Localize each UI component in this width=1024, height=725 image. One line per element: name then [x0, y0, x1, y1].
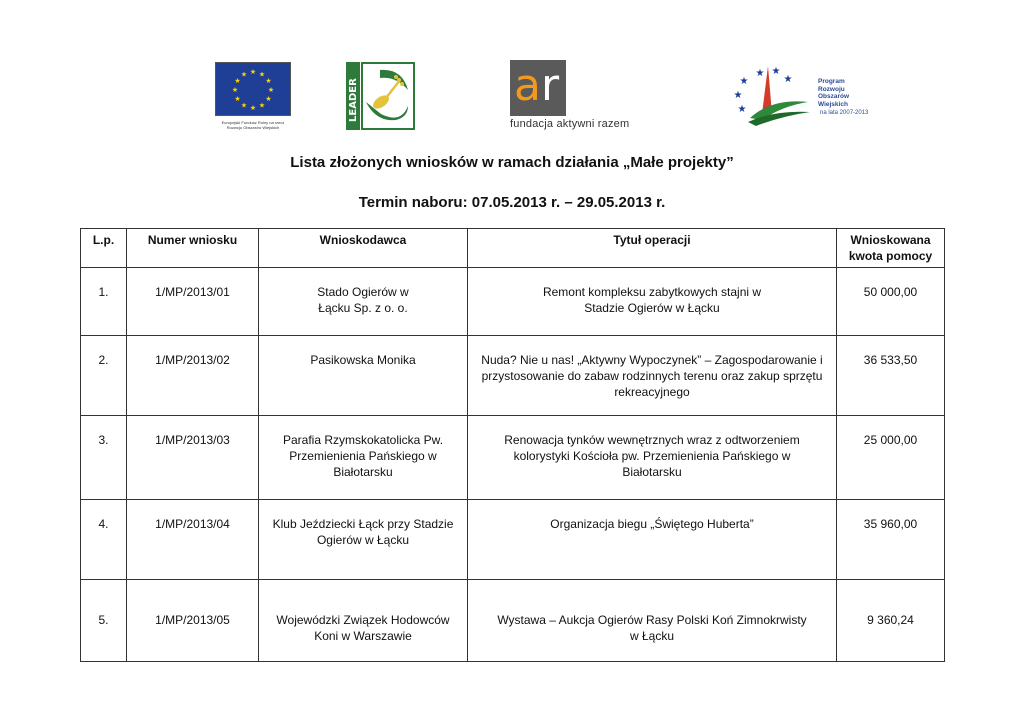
table-row	[81, 416, 945, 500]
header-numer: Numer wniosku	[127, 229, 259, 268]
eu-flag-icon	[215, 62, 291, 116]
cell-tytul: Wystawa – Aukcja Ogierów Rasy Polski Koń Zimnokrwisty w Łącku	[468, 580, 837, 662]
svg-text:★: ★	[234, 77, 241, 85]
cell-lp: 3.	[81, 416, 127, 500]
header-tytul: Tytuł operacji	[468, 229, 837, 268]
svg-text:★: ★	[733, 90, 743, 101]
cell-kwota: 25 000,00	[837, 416, 945, 500]
svg-text:★: ★	[755, 68, 765, 79]
page-title: Lista złożonych wniosków w ramach działania „Małe projekty”	[290, 154, 734, 171]
prow-line: Program	[818, 78, 845, 85]
svg-text:★: ★	[737, 104, 747, 115]
table-row	[81, 336, 945, 416]
cell-kwota: 35 960,00	[837, 500, 945, 580]
cell-wnioskodawca: Pasikowska Monika	[259, 336, 468, 416]
cell-kwota: 50 000,00	[837, 268, 945, 336]
cell-lp: 2.	[81, 336, 127, 416]
cell-numer: 1/MP/2013/04	[127, 500, 259, 580]
cell-numer: 1/MP/2013/01	[127, 268, 259, 336]
leader-logo-icon	[346, 62, 416, 130]
cell-wnioskodawca: Stado Ogierów w Łącku Sp. z o. o.	[259, 268, 468, 336]
cell-kwota: 9 360,24	[837, 580, 945, 662]
cell-tytul: Nuda? Nie u nas! „Aktywny Wypoczynek” – Zagospodarowanie i przystosowanie do zabaw rodzinnych terenu oraz zakup sprzętu rekreacyjnego	[468, 336, 837, 416]
prow-line: Wiejskich	[818, 100, 848, 108]
ar-logo-icon	[510, 60, 566, 116]
svg-text:★: ★	[258, 101, 266, 110]
ar-caption: fundacja aktywni razem	[510, 118, 630, 130]
prow-line: Obszarów	[818, 93, 850, 100]
svg-text:★: ★	[234, 95, 241, 103]
table-row	[81, 268, 945, 336]
svg-text:★: ★	[267, 86, 275, 94]
svg-text:★: ★	[240, 70, 248, 79]
cell-lp: 4.	[81, 500, 127, 580]
table-row	[81, 500, 945, 580]
cell-wnioskodawca: Parafia Rzymskokatolicka Pw. Przemienienia Pańskiego w Białotarsku	[259, 416, 468, 500]
svg-text:★: ★	[249, 68, 257, 76]
cell-lp: 1.	[81, 268, 127, 336]
leader-label: LEADER	[348, 78, 359, 122]
svg-text:★: ★	[240, 101, 248, 110]
ar-logo	[510, 60, 635, 130]
table-row	[81, 580, 945, 662]
cell-lp: 5.	[81, 580, 127, 662]
svg-text:★: ★	[265, 95, 272, 103]
svg-text:★: ★	[231, 86, 239, 94]
svg-text:★: ★	[249, 104, 257, 112]
cell-wnioskodawca: Klub Jeździecki Łąck przy Stadzie Ogierów w Łącku	[259, 500, 468, 580]
eu-caption: Europejski Fundusz Rolny na rzecz Rozwoju Obszarów Wiejskich	[221, 120, 285, 130]
prow-logo-icon	[732, 58, 818, 128]
svg-text:★: ★	[258, 70, 266, 79]
svg-text:★: ★	[739, 76, 749, 87]
svg-text:★: ★	[783, 74, 793, 85]
svg-text:★: ★	[265, 77, 272, 85]
logo-bar	[0, 0, 1024, 140]
prow-name	[818, 78, 849, 108]
ar-letter-a: a	[514, 60, 541, 111]
svg-text:★: ★	[771, 66, 781, 77]
header-lp: L.p.	[81, 229, 127, 268]
table-header-row	[81, 229, 945, 268]
header-kwota: Wnioskowana kwota pomocy	[837, 229, 945, 268]
cell-tytul: Renowacja tynków wewnętrznych wraz z odtworzeniem kolorystyki Kościoła pw. Przemienienia Pańskiego w Białotarsku	[468, 416, 837, 500]
header-wnioskodawca: Wnioskodawca	[259, 229, 468, 268]
cell-numer: 1/MP/2013/02	[127, 336, 259, 416]
cell-wnioskodawca: Wojewódzki Związek Hodowców Koni w Warszawie	[259, 580, 468, 662]
cell-kwota: 36 533,50	[837, 336, 945, 416]
eu-logo	[215, 62, 293, 130]
prow-years: na lata 2007-2013	[820, 110, 869, 116]
ar-letter-r: r	[540, 60, 560, 111]
cell-tytul: Organizacja biegu „Świętego Huberta”	[468, 500, 837, 580]
cell-numer: 1/MP/2013/05	[127, 580, 259, 662]
cell-tytul: Remont kompleksu zabytkowych stajni w Stadzie Ogierów w Łącku	[468, 268, 837, 336]
page-subtitle: Termin naboru: 07.05.2013 r. – 29.05.2013 r.	[358, 194, 666, 211]
cell-numer: 1/MP/2013/03	[127, 416, 259, 500]
applications-table	[80, 228, 945, 662]
prow-line: Rozwoju	[818, 85, 845, 93]
prow-logo	[732, 58, 869, 128]
